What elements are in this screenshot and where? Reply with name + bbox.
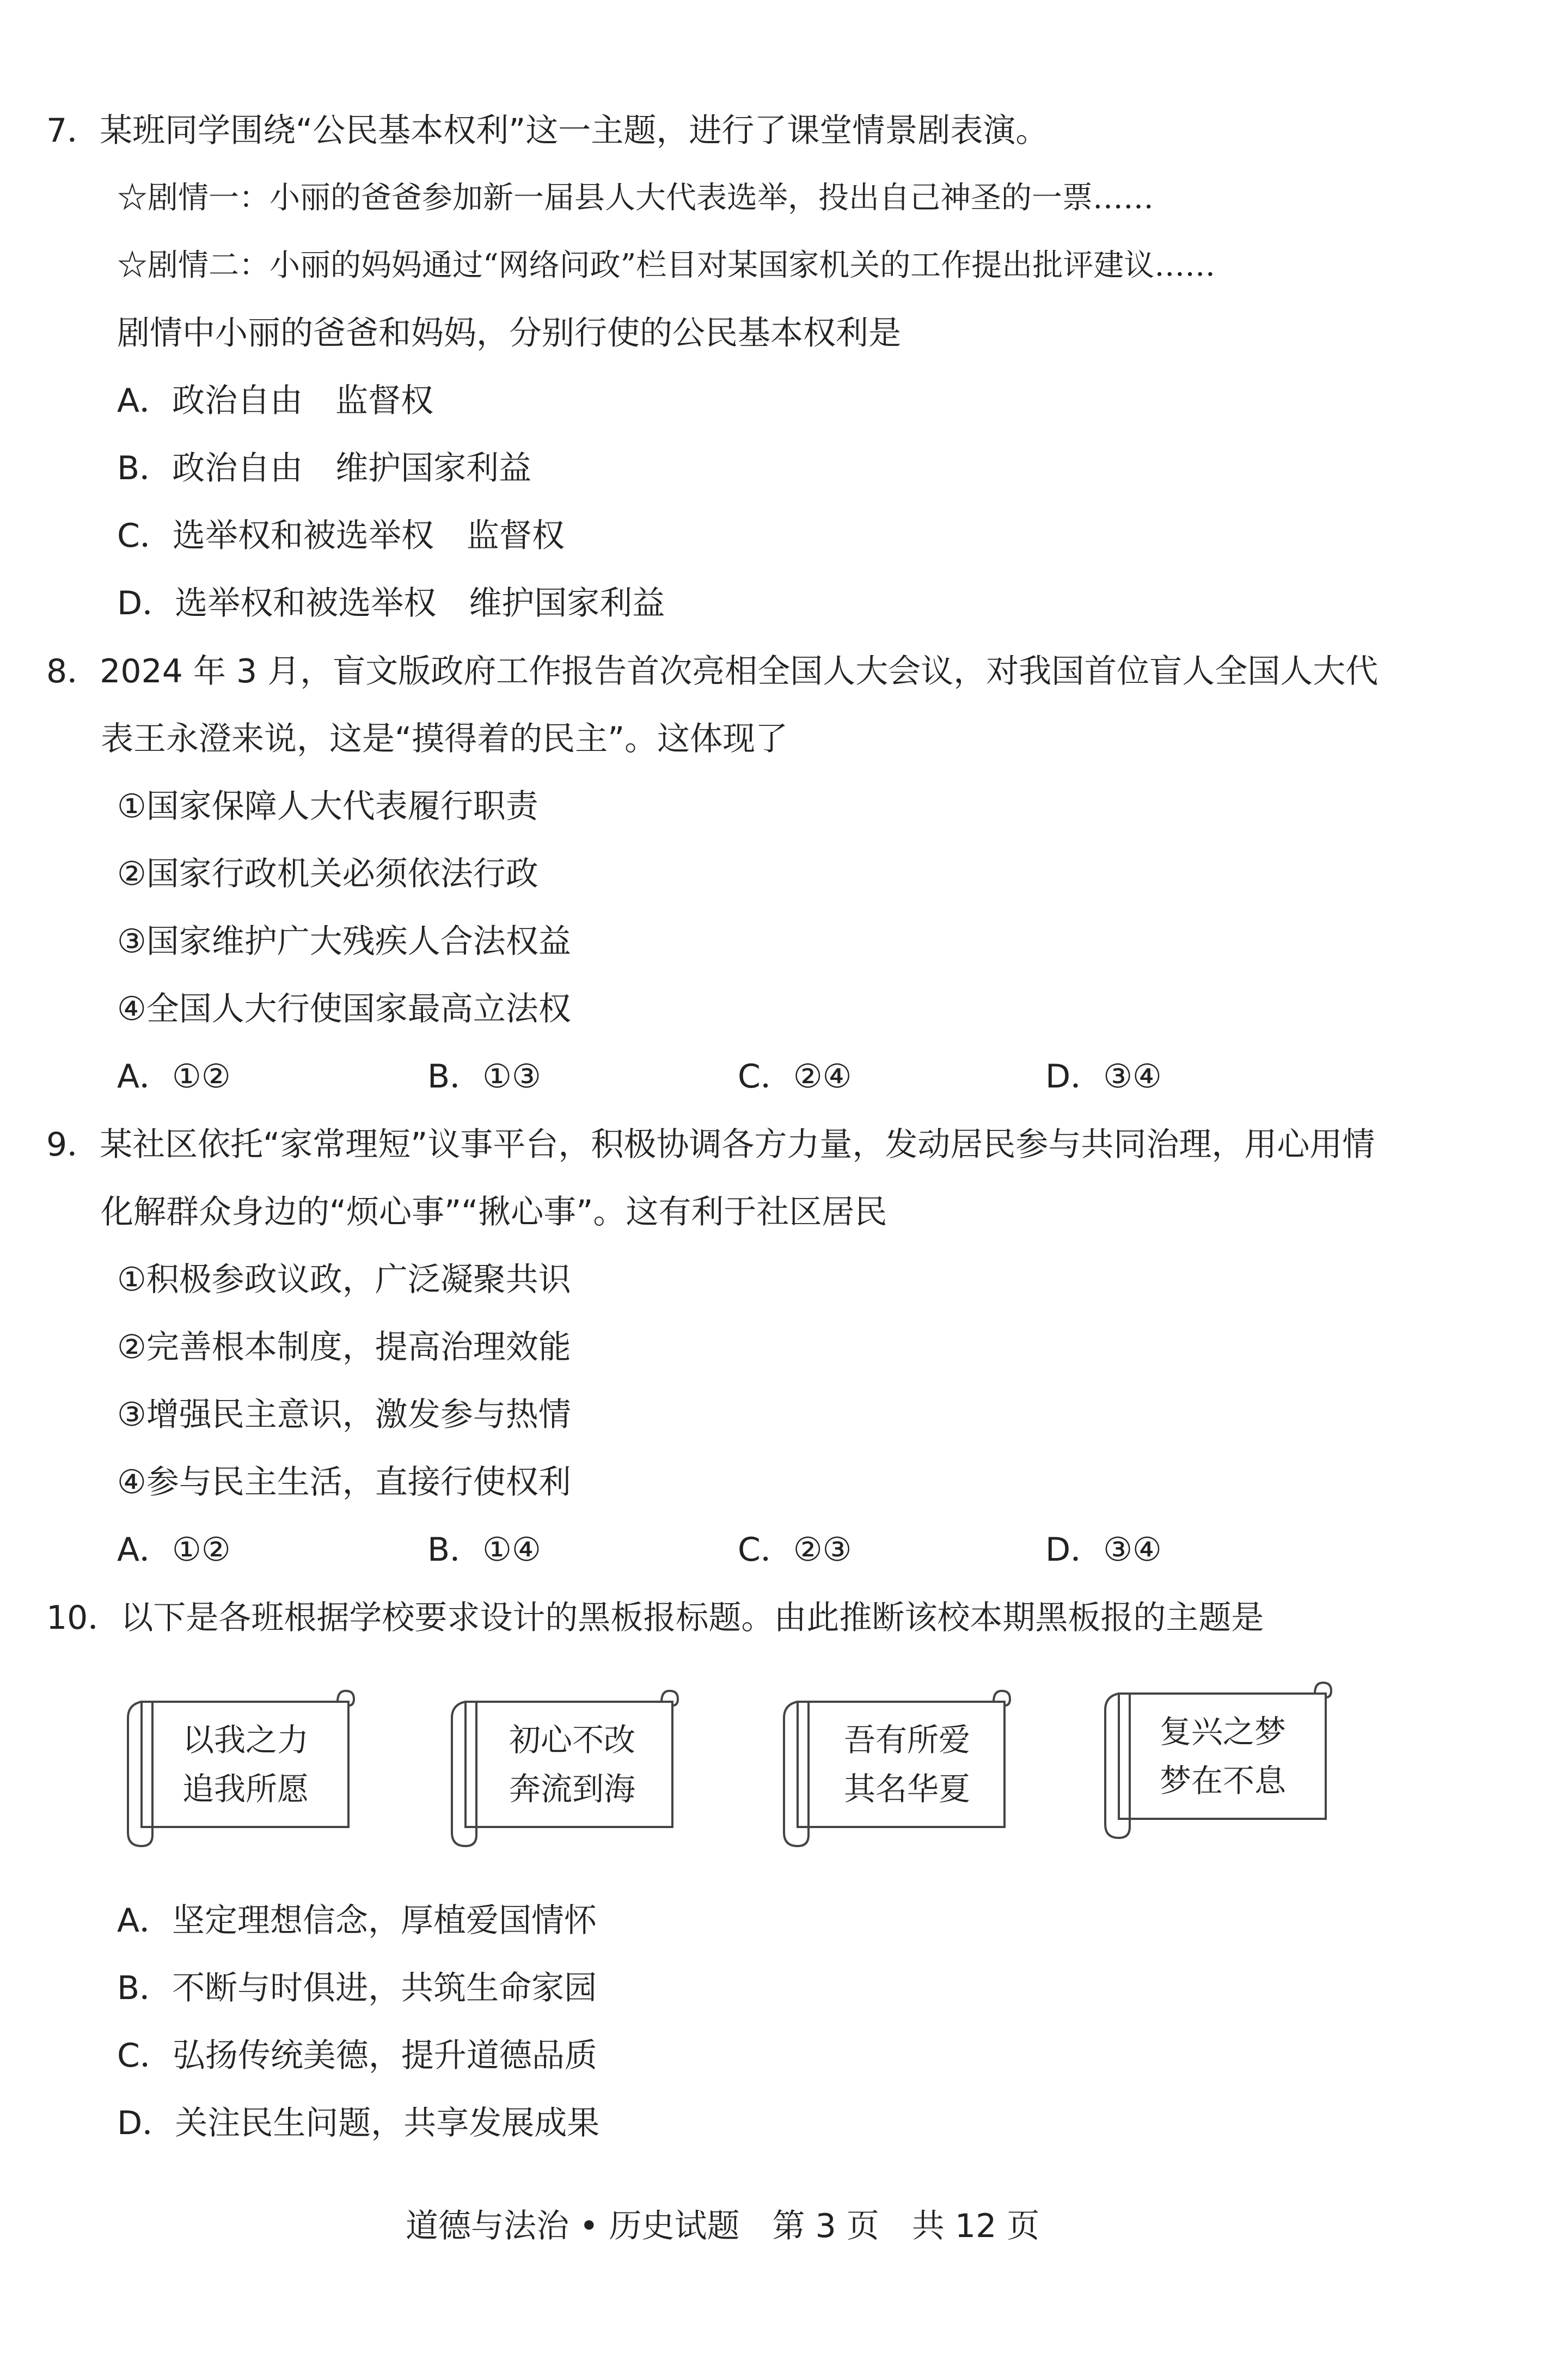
scroll-banner-3 — [776, 1685, 1015, 1849]
q7-option-d: D．选举权和被选举权 维护国家利益 — [117, 584, 665, 622]
q7-option-b: B．政治自由 维护国家利益 — [117, 449, 532, 487]
q10-stem: 10．以下是各班根据学校要求设计的黑板报标题。由此推断该校本期黑板报的主题是 — [46, 1599, 1264, 1637]
q9-item-1: ①积极参政议政，广泛凝聚共识 — [117, 1261, 571, 1299]
scroll-banner-2 — [444, 1685, 683, 1849]
q8-option-c: C．②④ — [738, 1058, 852, 1096]
q7-plot1: ☆剧情一：小丽的爸爸参加新一届县人大代表选举，投出自己神圣的一票…… — [117, 180, 1154, 216]
scroll-1-line2: 追我所愿 — [182, 1770, 309, 1807]
scroll-2-line1: 初心不改 — [509, 1721, 636, 1758]
q8-item-2: ②国家行政机关必须依法行政 — [117, 855, 538, 893]
q9-item-3: ③增强民主意识，激发参与热情 — [117, 1396, 571, 1434]
scroll-banner-4 — [1097, 1677, 1337, 1841]
q9-option-a: A．①② — [117, 1531, 231, 1569]
q7-plot2: ☆剧情二：小丽的妈妈通过“网络问政”栏目对某国家机关的工作提出批评建议…… — [117, 248, 1216, 283]
q8-option-b: B．①③ — [427, 1058, 541, 1096]
scroll-2-line2: 奔流到海 — [509, 1770, 636, 1807]
page-footer: 道德与法治 • 历史试题 第 3 页 共 12 页 — [406, 2207, 1040, 2245]
q8-stem-line1: 8．2024 年 3 月，盲文版政府工作报告首次亮相全国人大会议，对我国首位盲人全国人大代 — [46, 652, 1379, 690]
q7-option-a: A．政治自由 监督权 — [117, 382, 434, 420]
q8-option-a: A．①② — [117, 1058, 231, 1096]
q9-option-c: C．②③ — [738, 1531, 852, 1569]
q10-option-c: C．弘扬传统美德，提升道德品质 — [117, 2037, 597, 2075]
scroll-3-line1: 吾有所爱 — [844, 1721, 971, 1758]
q9-option-d: D．③④ — [1045, 1531, 1162, 1569]
q8-item-1: ①国家保障人大代表履行职责 — [117, 787, 538, 826]
q9-item-2: ②完善根本制度，提高治理效能 — [117, 1328, 571, 1366]
scroll-4-line2: 梦在不息 — [1160, 1762, 1287, 1799]
q9-stem-line1: 9．某社区依托“家常理短”议事平台，积极协调各方力量，发动居民参与共同治理，用心用情 — [46, 1126, 1375, 1164]
q10-option-a: A．坚定理想信念，厚植爱国情怀 — [117, 1902, 597, 1940]
scroll-4-line1: 复兴之梦 — [1160, 1713, 1287, 1750]
q7-stem: 7．某班同学围绕“公民基本权利”这一主题，进行了课堂情景剧表演。 — [46, 112, 1049, 150]
scroll-1-line1: 以我之力 — [182, 1721, 309, 1758]
q8-item-4: ④全国人大行使国家最高立法权 — [117, 990, 571, 1028]
q9-stem-line2: 化解群众身边的“烦心事”“揪心事”。这有利于社区居民 — [101, 1193, 887, 1231]
q9-item-4: ④参与民主生活，直接行使权利 — [117, 1463, 571, 1501]
scroll-banner-1 — [120, 1685, 359, 1849]
q10-option-d: D．关注民生问题，共享发展成果 — [117, 2104, 600, 2142]
q7-option-c: C．选举权和被选举权 监督权 — [117, 517, 565, 555]
q9-option-b: B．①④ — [427, 1531, 541, 1569]
q8-item-3: ③国家维护广大残疾人合法权益 — [117, 922, 571, 961]
q10-option-b: B．不断与时俱进，共筑生命家园 — [117, 1969, 597, 2007]
q8-option-d: D．③④ — [1045, 1058, 1162, 1096]
q7-question: 剧情中小丽的爸爸和妈妈，分别行使的公民基本权利是 — [117, 314, 901, 352]
q8-stem-line2: 表王永澄来说，这是“摸得着的民主”。这体现了 — [101, 720, 788, 758]
scroll-3-line2: 其名华夏 — [844, 1770, 971, 1807]
